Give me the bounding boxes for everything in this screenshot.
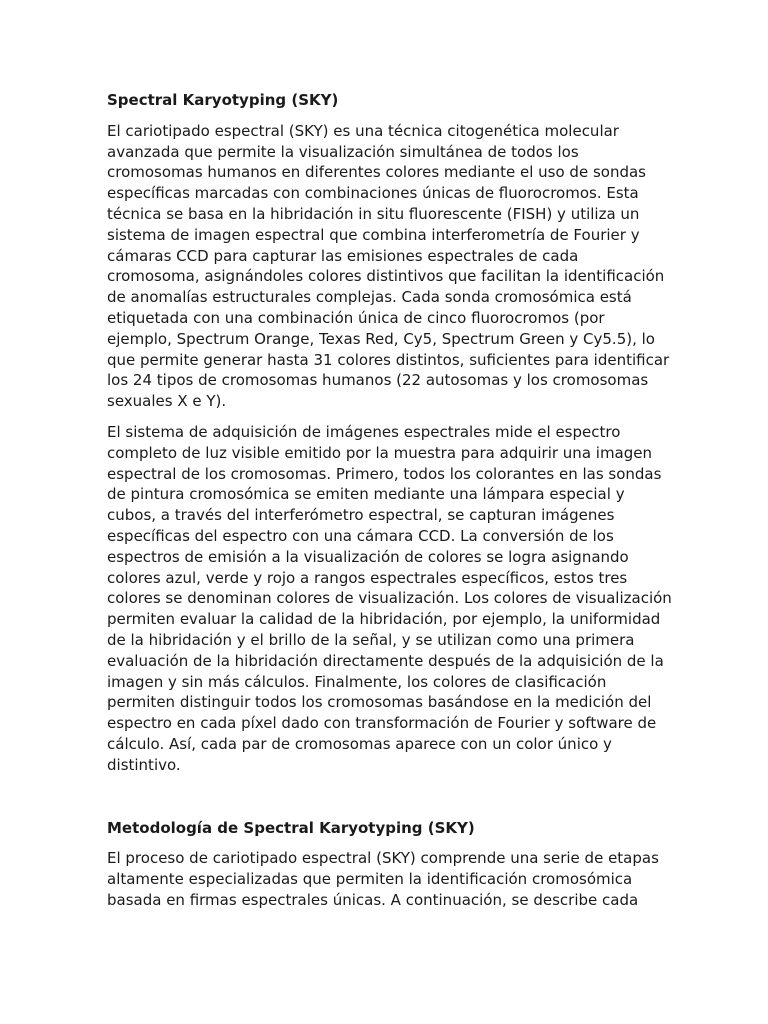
paragraph-sky-intro: El cariotipado espectral (SKY) es una técnica citogenética molecular avanzada que permite la visualización simultánea de todos los cromosomas humanos en diferentes colores mediante el uso de sondas específicas marcadas con combinaciones únicas de fluorocromos. Esta técnica se basa en la hibridación in situ fluorescente (FISH) y utiliza un sistema de imagen espectral que combina interferometría de Fourier y cámaras CCD para capturar las emisiones espectrales de cada cromosoma, asignándoles colores distintivos que facilitan la identificación de anomalías estructurales complejas. Cada sonda cromosómica está etiquetada con una combinación única de cinco fluorocromos (por ejemplo, Spectrum Orange, Texas Red, Cy5, Spectrum Green y Cy5.5), lo que permite generar hasta 31 colores distintos, suficientes para identificar los 24 tipos de cromosomas humanos (22 autosomas y los cromosomas sexuales X e Y). bbox=[107, 121, 670, 411]
paragraph-methodology-intro: El proceso de cariotipado espectral (SKY) comprende una serie de etapas altamente especializadas que permiten la identificación cromosómica basada en firmas espectrales únicas. A continuación, se describe cada bbox=[107, 849, 659, 909]
document-body bbox=[107, 89, 673, 911]
section-heading-methodology: Metodología de Spectral Karyotyping (SKY) bbox=[107, 818, 475, 837]
section-heading-sky: Spectral Karyotyping (SKY) bbox=[107, 91, 339, 109]
paragraph-sky-image-acquisition: El sistema de adquisición de imágenes espectrales mide el espectro completo de luz visible emitido por la muestra para adquirir una imagen espectral de los cromosomas. Primero, todos los colorantes en las sondas de pintura cromosómica se emiten mediante una lámpara especial y cubos, a través del interferómetro espectral, se capturan imágenes específicas del espectro con una cámara CCD. La conversión de los espectros de emisión a la visualización de colores se logra asignando colores azul, verde y rojo a rangos espectrales específicos, estos tres colores se denominan colores de visualización. Los colores de visualización permiten evaluar la calidad de la hibridación, por ejemplo, la uniformidad de la hibridación y el brillo de la señal, y se utilizan como una primera evaluación de la hibridación directamente después de la adquisición de la imagen y sin más cálculos. Finalmente, los colores de clasificación permiten distinguir todos los cromosomas basándose en la medición del espectro en cada píxel dado con transformación de Fourier y software de cálculo. Así, cada par de cromosomas aparece con un color único y distintivo. bbox=[107, 422, 672, 774]
